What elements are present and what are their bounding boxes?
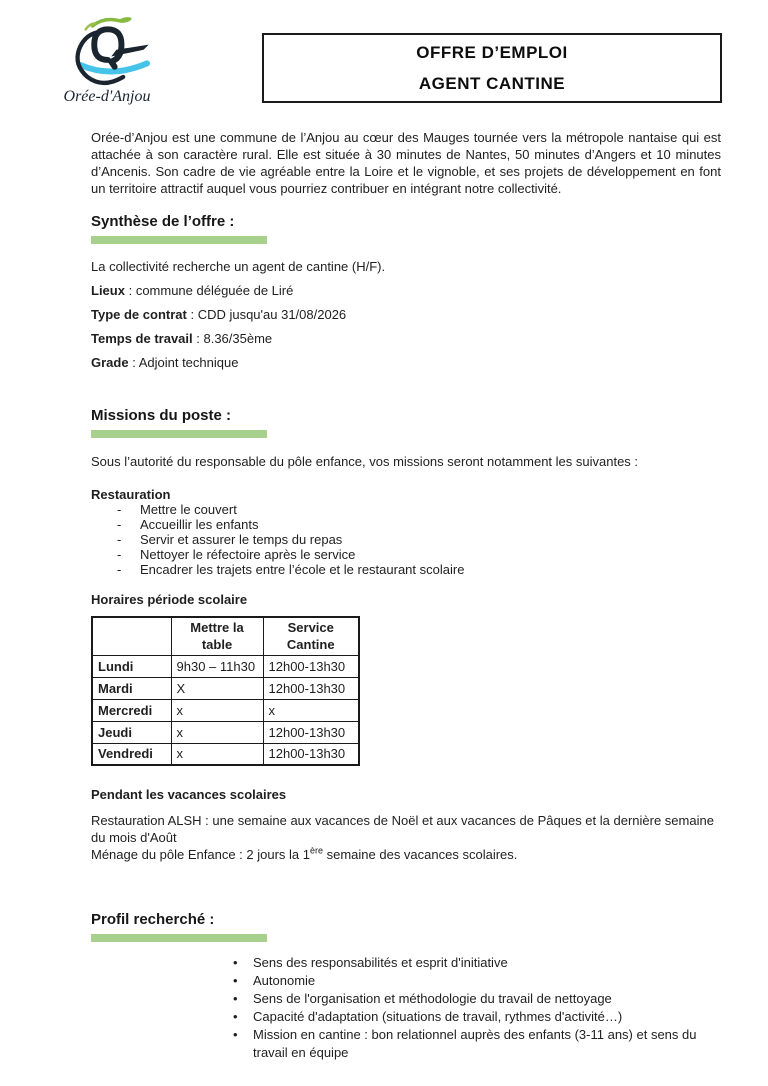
field-type-contrat-value: CDD jusqu'au 31/08/2026 bbox=[197, 307, 347, 322]
field-separator: : bbox=[192, 331, 204, 346]
vacances-menage-prefix: Ménage du pôle Enfance : 2 jours la 1 bbox=[91, 847, 310, 862]
mission-item: - Servir et assurer le temps du repas bbox=[91, 532, 721, 547]
field-temps-travail-value: 8.36/35ème bbox=[203, 331, 273, 346]
field-temps-travail bbox=[91, 330, 721, 347]
field-separator: : bbox=[124, 283, 136, 298]
green-underline-bar bbox=[91, 236, 267, 244]
green-underline-bar bbox=[91, 934, 267, 942]
cell-mettre-table: 9h30 – 11h30 bbox=[171, 655, 263, 677]
table-header-row bbox=[92, 617, 359, 655]
table-row bbox=[92, 743, 359, 765]
field-lieux bbox=[91, 282, 721, 299]
document-header bbox=[0, 0, 768, 118]
profil-item: • Sens des responsabilités et esprit d'initiative bbox=[91, 954, 721, 972]
ordinal-superscript: ère bbox=[309, 845, 323, 856]
job-offer-title-box bbox=[262, 33, 722, 103]
cell-service: 12h00-13h30 bbox=[263, 677, 359, 699]
table-row bbox=[92, 655, 359, 677]
mission-item: - Mettre le couvert bbox=[91, 502, 721, 517]
commune-intro-paragraph: Orée-d’Anjou est une commune de l’Anjou au cœur des Mauges tournée vers la métropole nantaise qui est attachée à son caractère rural. Elle est située à 30 minutes de Nantes, 50 minutes d’Angers et 10 minutes d’Ancenis. Son cadre de vie agréable entre la Loire et le vignoble, et ses projets de développement en font un territoire attractif auquel vous pourriez contribuer en intégrant notre collectivité. bbox=[91, 130, 721, 196]
cell-service: 12h00-13h30 bbox=[263, 743, 359, 765]
subheading-vacances-scolaires: Pendant les vacances scolaires bbox=[91, 787, 287, 802]
cell-day: Lundi bbox=[92, 655, 171, 677]
missions-dash-list bbox=[91, 502, 721, 577]
cell-mettre-table: x bbox=[171, 721, 263, 743]
cell-day: Mardi bbox=[92, 677, 171, 699]
vacances-paragraph bbox=[91, 812, 721, 863]
profil-item: • Capacité d'adaptation (situations de travail, rythmes d'activité…) bbox=[91, 1008, 721, 1026]
header-cell-mettre-la-table: Mettre la table bbox=[171, 617, 263, 655]
field-separator: : bbox=[128, 355, 139, 370]
field-type-contrat-label: Type de contrat bbox=[91, 307, 187, 322]
schedule-table bbox=[91, 616, 360, 766]
mission-item: - Encadrer les trajets entre l’école et le restaurant scolaire bbox=[91, 562, 721, 577]
title-offre-demploi: OFFRE D’EMPLOI bbox=[416, 43, 568, 62]
cell-mettre-table: X bbox=[171, 677, 263, 699]
title-agent-cantine: AGENT CANTINE bbox=[418, 74, 566, 93]
field-grade bbox=[91, 354, 721, 371]
field-type-contrat bbox=[91, 306, 721, 323]
field-lieux-label: Lieux bbox=[91, 283, 125, 298]
cell-day: Mercredi bbox=[92, 699, 171, 721]
header-cell-service-cantine: Service Cantine bbox=[263, 617, 359, 655]
table-row bbox=[92, 699, 359, 721]
cell-service: 12h00-13h30 bbox=[263, 655, 359, 677]
schedule-table-title: Horaires période scolaire bbox=[91, 592, 248, 607]
oree-danjou-logo-icon bbox=[51, 14, 163, 94]
green-underline-bar bbox=[91, 430, 267, 438]
field-grade-label: Grade bbox=[91, 355, 129, 370]
field-separator: : bbox=[186, 307, 198, 322]
table-row bbox=[92, 677, 359, 699]
profil-item: • Autonomie bbox=[91, 972, 721, 990]
section-heading-missions: Missions du poste : bbox=[91, 407, 232, 424]
mission-item: - Accueillir les enfants bbox=[91, 517, 721, 532]
document-body bbox=[0, 129, 768, 1062]
vacances-menage-suffix: semaine des vacances scolaires. bbox=[323, 847, 518, 862]
mission-item: - Nettoyer le réfectoire après le service bbox=[91, 547, 721, 562]
header-cell-empty bbox=[92, 617, 171, 655]
cell-service: 12h00-13h30 bbox=[263, 721, 359, 743]
profil-item: • Sens de l'organisation et méthodologie du travail de nettoyage bbox=[91, 990, 721, 1008]
profil-bullet-list bbox=[91, 954, 721, 1062]
vacances-alsh-line: Restauration ALSH : une semaine aux vacances de Noël et aux vacances de Pâques et la dernière semaine du mois d'Août bbox=[91, 813, 714, 845]
cell-service: x bbox=[263, 699, 359, 721]
table-row bbox=[92, 721, 359, 743]
subheading-restauration: Restauration bbox=[91, 487, 171, 502]
cell-day: Jeudi bbox=[92, 721, 171, 743]
cell-day: Vendredi bbox=[92, 743, 171, 765]
field-grade-value: Adjoint technique bbox=[138, 355, 239, 370]
synthese-intro-line: La collectivité recherche un agent de cantine (H/F). bbox=[91, 259, 386, 274]
oree-danjou-logo bbox=[42, 14, 172, 116]
section-heading-profil: Profil recherché : bbox=[91, 911, 215, 928]
missions-intro-line: Sous l’autorité du responsable du pôle enfance, vos missions seront notamment les suivantes : bbox=[91, 454, 639, 469]
section-heading-synthese: Synthèse de l’offre : bbox=[91, 213, 235, 230]
logo-wordmark: Orée-d'Anjou bbox=[63, 88, 151, 105]
cell-mettre-table: x bbox=[171, 699, 263, 721]
cell-mettre-table: x bbox=[171, 743, 263, 765]
profil-item: • Mission en cantine : bon relationnel auprès des enfants (3-11 ans) et sens du travail en équipe bbox=[91, 1026, 721, 1062]
field-lieux-value: commune déléguée de Liré bbox=[135, 283, 294, 298]
field-temps-travail-label: Temps de travail bbox=[91, 331, 193, 346]
